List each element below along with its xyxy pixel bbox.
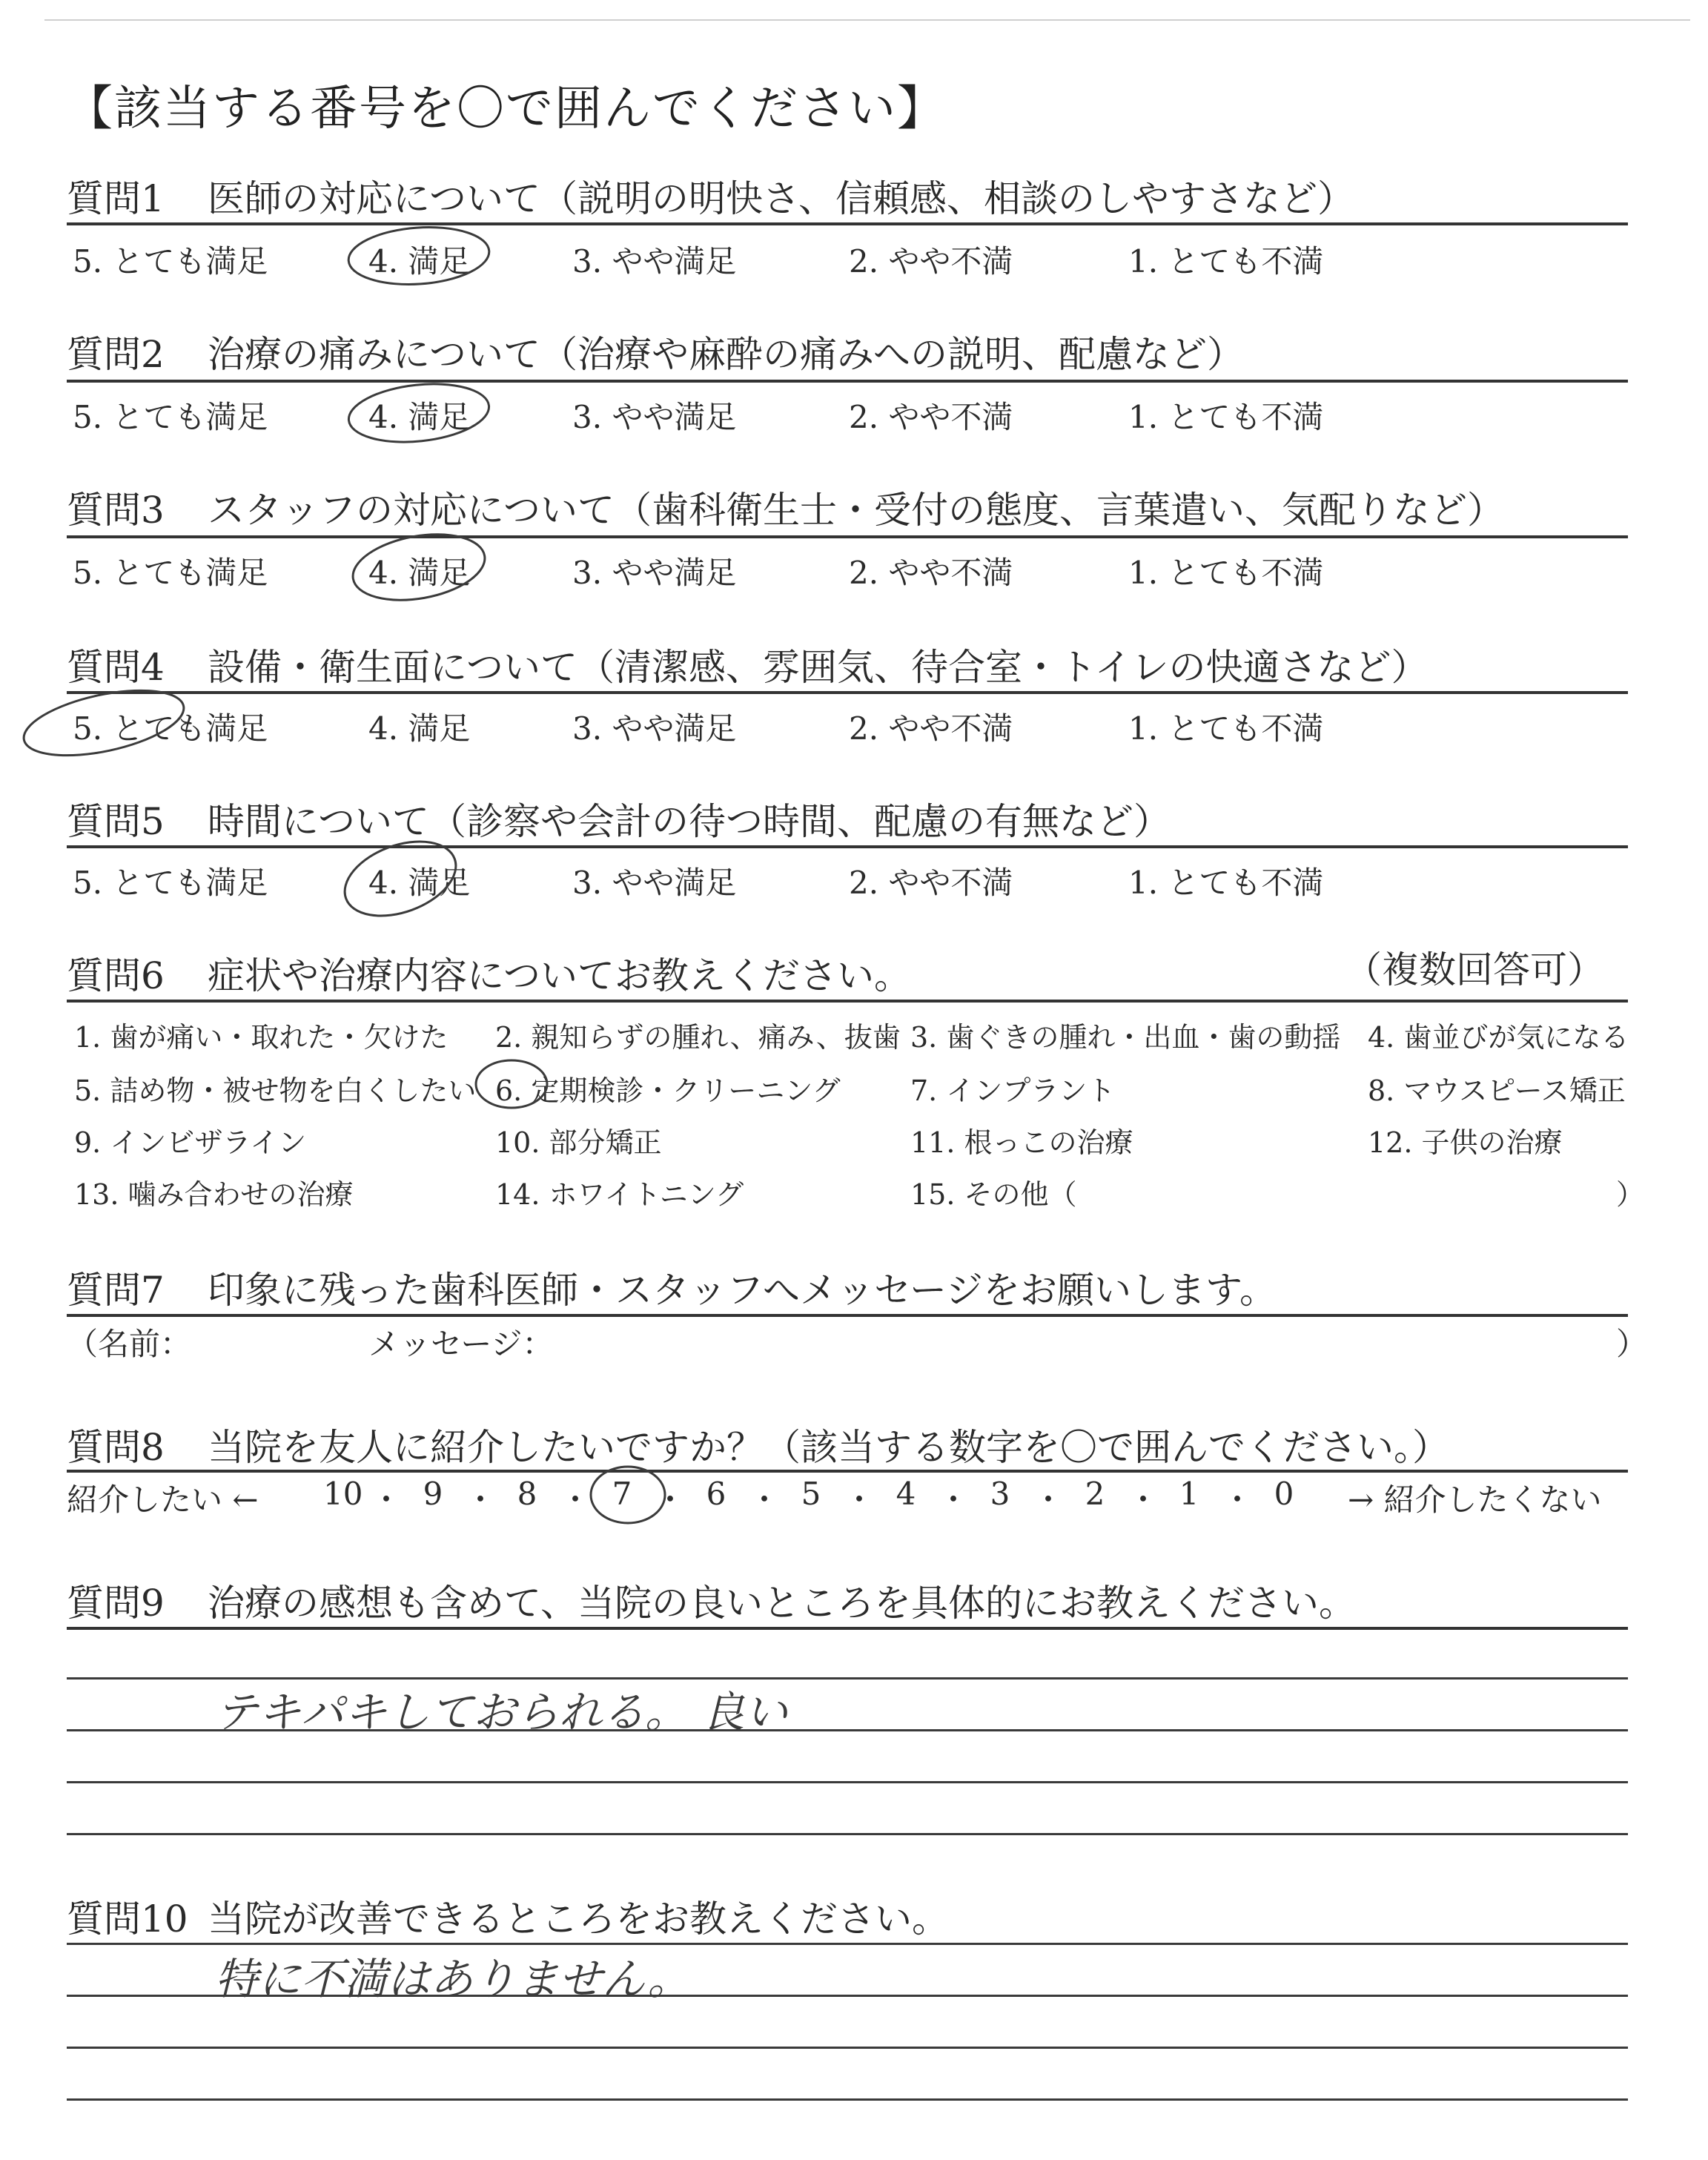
symptom-option-5[interactable]: 5. 詰め物・被せ物を白くしたい [74,1074,477,1107]
question-number: 質問6 [67,954,165,997]
scale-separator: ・ [1128,1482,1159,1518]
scale-separator: ・ [655,1482,686,1518]
symptom-option-13[interactable]: 13. 噛み合わせの治療 [74,1178,354,1211]
scale-value-5[interactable]: 5 [801,1476,821,1512]
not-recommend-label: → 紹介したくない [1348,1482,1602,1518]
question-rule [67,691,1628,694]
option-1-very-dissatisfied[interactable]: 1. とても不満 [1128,555,1324,591]
name-field-label: （名前： [67,1326,192,1362]
option-3-somewhat-satisfied[interactable]: 3. やや満足 [572,865,737,901]
question-rule [67,1000,1628,1003]
question-6 [67,946,911,1000]
option-1-very-dissatisfied[interactable]: 1. とても不満 [1128,243,1324,280]
question-text: 設備・衛生面について（清潔感、雰囲気、待合室・トイレの快適さなど） [208,646,1429,689]
question-10 [67,1889,949,1943]
question-7 [67,1261,1277,1314]
message-close-paren: ） [1616,1326,1648,1362]
symptom-option-7[interactable]: 7. インプラント [910,1074,1116,1107]
question-rule [67,380,1628,383]
question-number: 質問1 [67,177,165,220]
question-text: スタッフの対応について（歯科衛生士・受付の態度、言葉遣い、気配りなど） [208,489,1504,532]
scale-separator: ・ [844,1482,875,1518]
scale-value-7[interactable]: 7 [612,1476,632,1512]
option-2-somewhat-dissatisfied[interactable]: 2. やや不満 [849,399,1013,435]
symptom-option-11[interactable]: 11. 根っこの治療 [910,1126,1133,1159]
multiple-answers-note: （複数回答可） [1345,948,1604,991]
scale-value-2[interactable]: 2 [1085,1476,1105,1512]
option-1-very-dissatisfied[interactable]: 1. とても不満 [1128,865,1324,901]
question-4 [67,638,1429,691]
q9-handwritten-answer: テキパキしておられる。 良い [215,1687,788,1737]
symptom-option-15-other[interactable]: 15. その他（ [910,1178,1077,1211]
scale-value-4[interactable]: 4 [896,1476,916,1512]
question-rule [67,1470,1628,1473]
question-9 [67,1573,1356,1627]
option-5-very-satisfied[interactable]: 5. とても満足 [73,399,268,435]
question-number: 質問7 [67,1269,165,1312]
option-4-satisfied[interactable]: 4. 満足 [368,555,471,591]
option-2-somewhat-dissatisfied[interactable]: 2. やや不満 [849,555,1013,591]
scale-value-10[interactable]: 10 [323,1476,363,1512]
answer-line [67,1833,1628,1835]
question-3 [67,480,1504,534]
symptom-option-12[interactable]: 12. 子供の治療 [1368,1126,1563,1159]
answer-line [67,2098,1628,2101]
scale-value-3[interactable]: 3 [990,1476,1010,1512]
question-number: 質問9 [67,1582,165,1625]
option-2-somewhat-dissatisfied[interactable]: 2. やや不満 [849,710,1013,747]
scale-separator: ・ [371,1482,403,1518]
scale-value-0[interactable]: 0 [1274,1476,1294,1512]
question-number: 質問8 [67,1426,165,1469]
q10-handwritten-answer: 特に不満はありません。 [215,1954,691,2004]
question-text: 当院を友人に紹介したいですか？（該当する数字を〇で囲んでください。） [208,1426,1449,1469]
option-4-satisfied[interactable]: 4. 満足 [368,865,471,901]
symptom-option-9[interactable]: 9. インビザライン [74,1126,307,1159]
question-number: 質問5 [67,800,165,843]
question-text: 症状や治療内容についてお教えください。 [208,954,911,997]
option-5-very-satisfied[interactable]: 5. とても満足 [73,710,268,747]
option-1-very-dissatisfied[interactable]: 1. とても不満 [1128,710,1324,747]
question-text: 印象に残った歯科医師・スタッフへメッセージをお願いします。 [208,1269,1277,1312]
option-5-very-satisfied[interactable]: 5. とても満足 [73,555,268,591]
option-3-somewhat-satisfied[interactable]: 3. やや満足 [572,243,737,280]
top-border [44,19,1690,21]
question-number: 質問2 [67,333,165,376]
question-rule [67,845,1628,848]
question-8 [67,1418,1449,1471]
symptom-option-1[interactable]: 1. 歯が痛い・取れた・欠けた [74,1021,448,1054]
question-number: 質問3 [67,489,165,532]
symptom-option-8[interactable]: 8. マウスピース矯正 [1368,1074,1626,1107]
scale-value-6[interactable]: 6 [706,1476,726,1512]
scale-value-8[interactable]: 8 [517,1476,537,1512]
option-3-somewhat-satisfied[interactable]: 3. やや満足 [572,399,737,435]
question-text: 治療の痛みについて（治療や麻酔の痛みへの説明、配慮など） [208,333,1244,376]
symptom-option-10[interactable]: 10. 部分矯正 [495,1126,662,1159]
answer-line [67,2047,1628,2049]
option-2-somewhat-dissatisfied[interactable]: 2. やや不満 [849,243,1013,280]
option-1-very-dissatisfied[interactable]: 1. とても不満 [1128,399,1324,435]
option-3-somewhat-satisfied[interactable]: 3. やや満足 [572,555,737,591]
question-rule [67,535,1628,538]
scale-value-9[interactable]: 9 [423,1476,443,1512]
option-4-satisfied[interactable]: 4. 満足 [368,243,471,280]
message-field-label: メッセージ： [368,1326,554,1362]
scale-separator: ・ [560,1482,592,1518]
symptom-option-2[interactable]: 2. 親知らずの腫れ、痛み、抜歯 [495,1021,901,1054]
question-rule [67,1314,1628,1317]
question-number: 質問4 [67,646,165,689]
question-5 [67,792,1171,845]
symptom-option-4[interactable]: 4. 歯並びが気になる [1368,1021,1629,1054]
scale-separator: ・ [749,1482,781,1518]
question-rule [67,222,1628,225]
question-text: 治療の感想も含めて、当院の良いところを具体的にお教えください。 [208,1582,1356,1625]
symptom-option-3[interactable]: 3. 歯ぐきの腫れ・出血・歯の動揺 [910,1021,1341,1054]
recommend-label: 紹介したい ← [67,1482,259,1518]
option-4-satisfied[interactable]: 4. 満足 [368,399,471,435]
question-1 [67,169,1354,222]
question-2 [67,325,1244,378]
scale-separator: ・ [1222,1482,1254,1518]
option-5-very-satisfied[interactable]: 5. とても満足 [73,865,268,901]
symptom-option-6[interactable]: 6. 定期検診・クリーニング [495,1074,841,1107]
answer-line [67,1781,1628,1783]
question-text: 医師の対応について（説明の明快さ、信頼感、相談のしやすさなど） [208,177,1354,220]
option-3-somewhat-satisfied[interactable]: 3. やや満足 [572,710,737,747]
option-2-somewhat-dissatisfied[interactable]: 2. やや不満 [849,865,1013,901]
other-close-paren: ） [1616,1178,1645,1211]
scale-value-1[interactable]: 1 [1179,1476,1199,1512]
option-4-satisfied[interactable]: 4. 満足 [368,710,471,747]
option-5-very-satisfied[interactable]: 5. とても満足 [73,243,268,280]
scale-separator: ・ [1033,1482,1065,1518]
question-text: 時間について（診察や会計の待つ時間、配慮の有無など） [208,800,1171,843]
symptom-option-14[interactable]: 14. ホワイトニング [495,1178,744,1211]
question-number: 質問10 [67,1898,188,1941]
question-text: 当院が改善できるところをお教えください。 [208,1898,949,1941]
scale-separator: ・ [465,1482,497,1518]
question-rule [67,1627,1628,1630]
page-title: 【該当する番号を〇で囲んでください】 [65,82,946,136]
scale-separator: ・ [938,1482,970,1518]
